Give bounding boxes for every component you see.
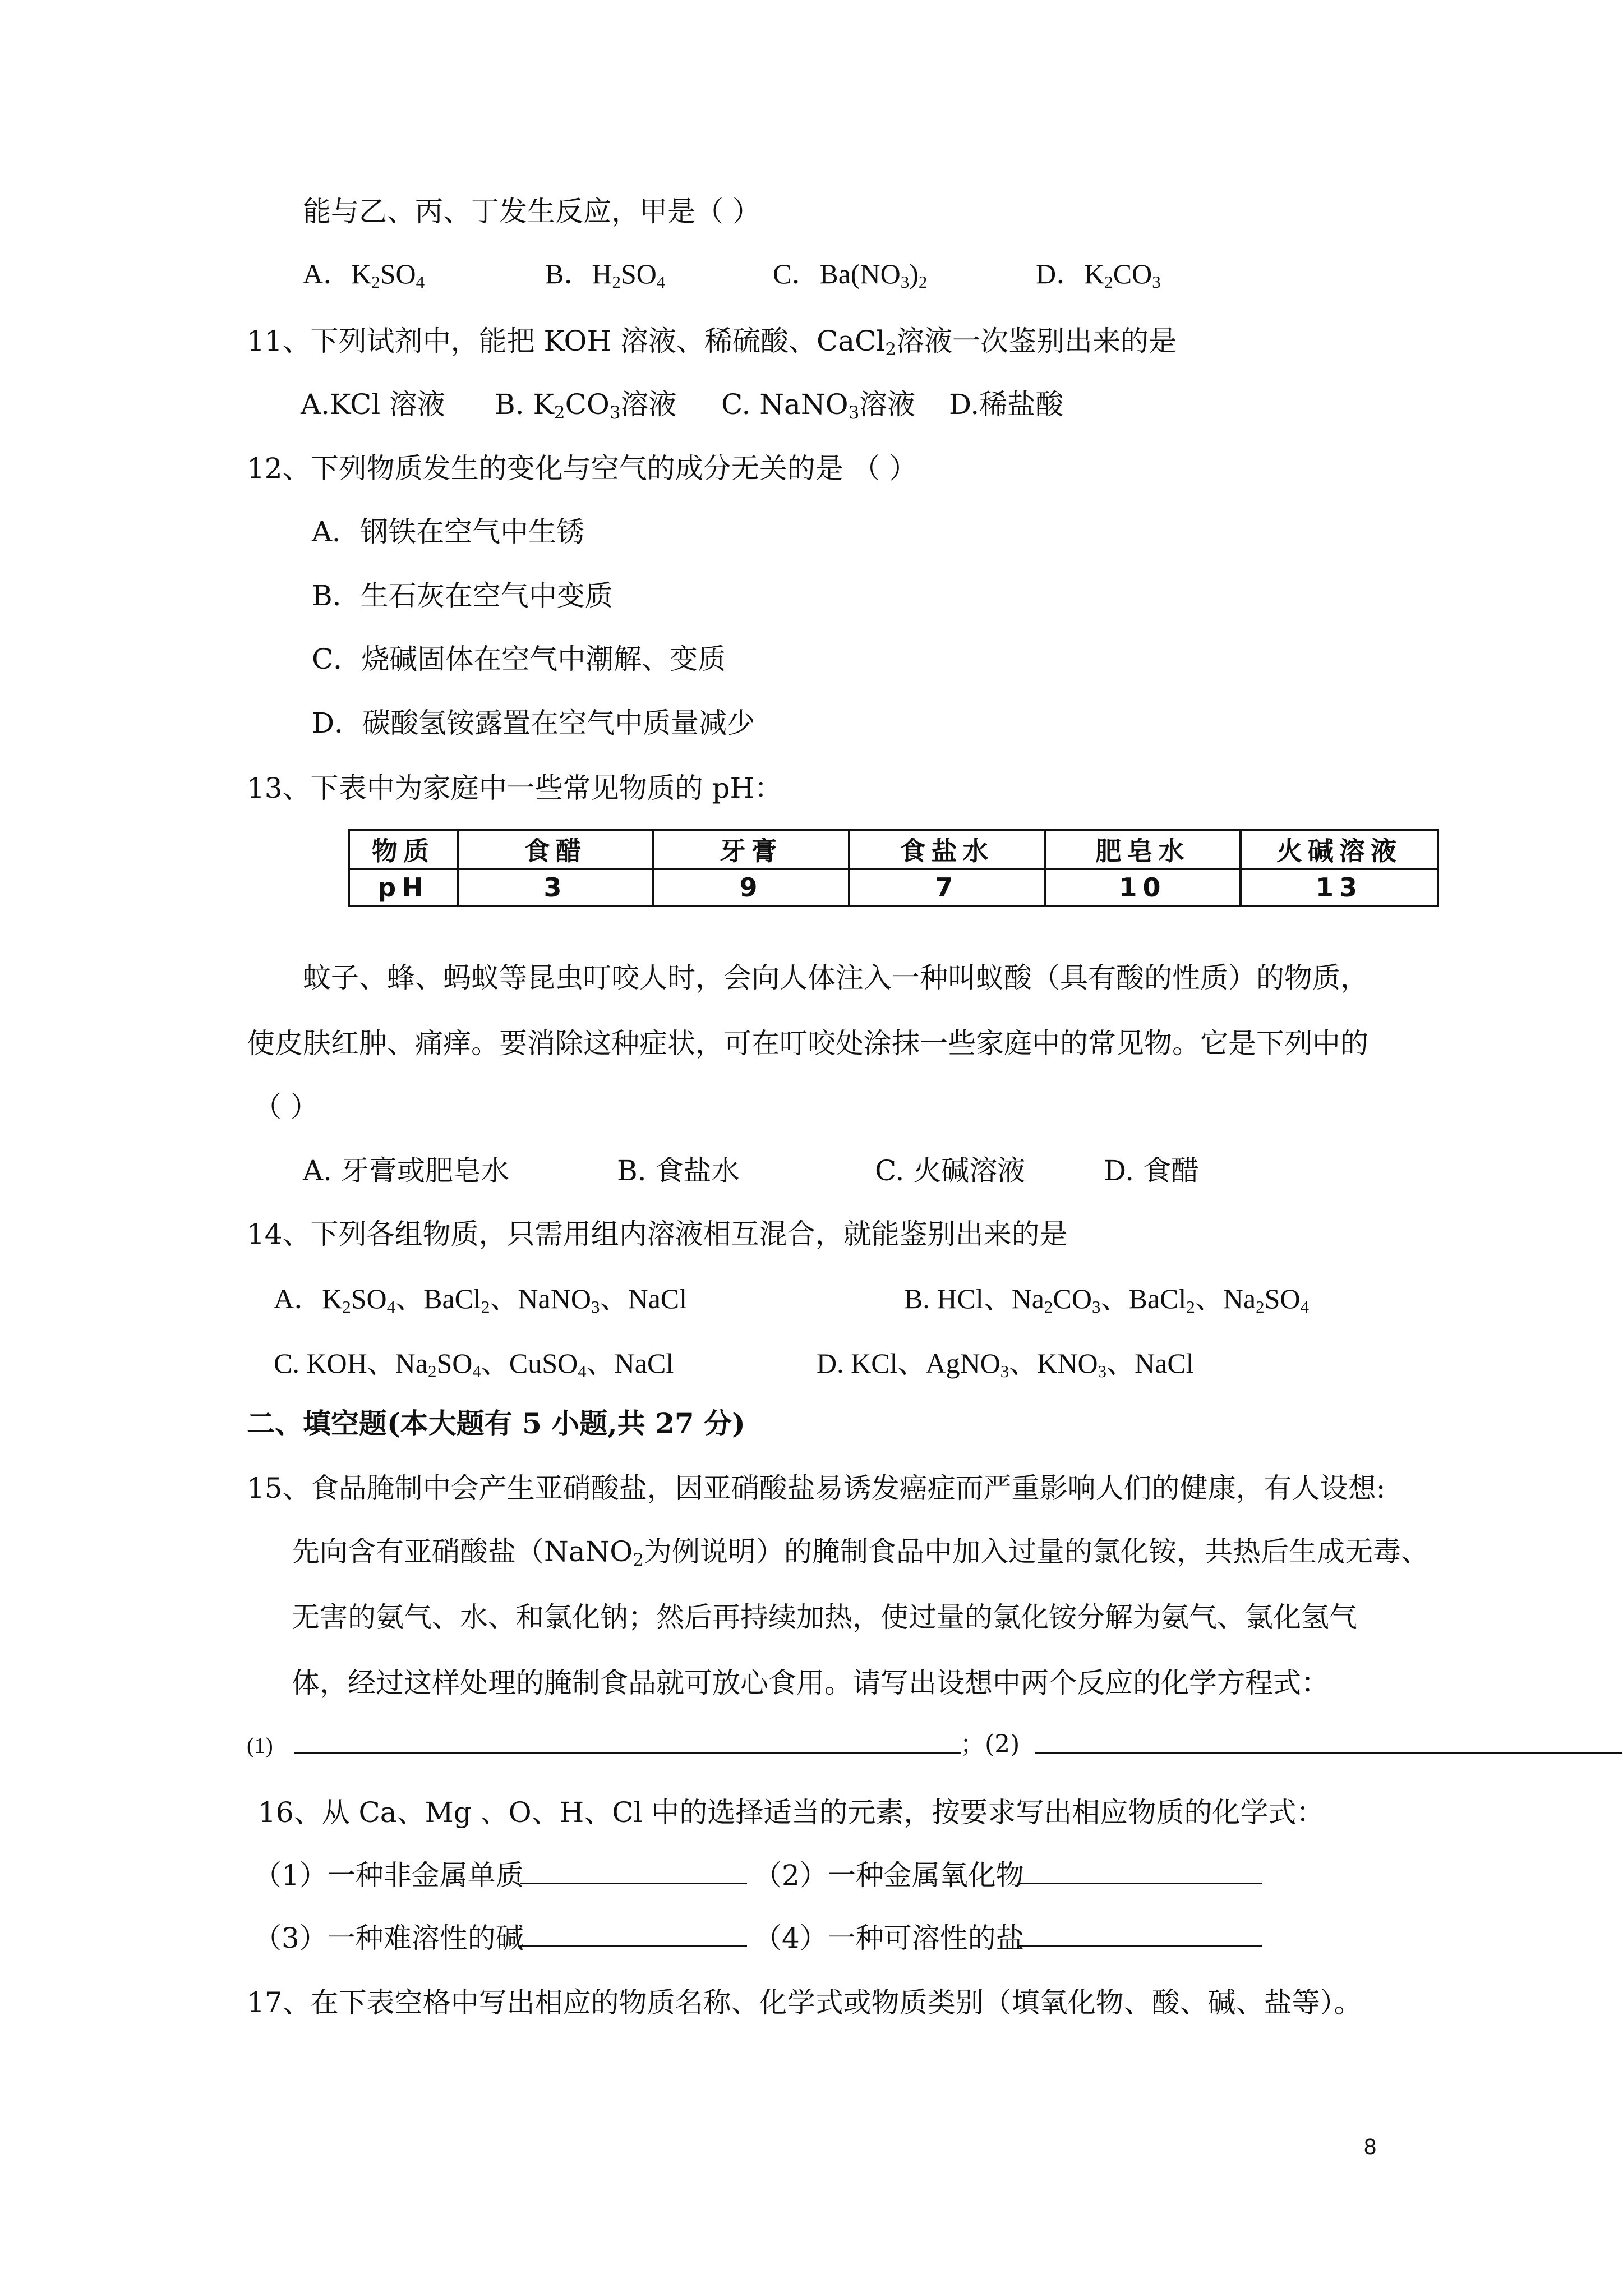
q15-stem-line3: 无害的氨气、水、和氯化钠；然后再持续加热，使过量的氯化铵分解为氨气、氯化氢气 — [292, 1601, 1357, 1634]
q11-stem: 11、下列试剂中，能把 KOH 溶液、稀硫酸、CaCl$_2$溶液一次鉴别出来的是 — [247, 325, 1177, 360]
q12-stem: 12、下列物质发生的变化与空气的成分无关的是 （ ） — [247, 452, 917, 485]
q13-paragraph-line2: 使皮肤红肿、痛痒。要消除这种症状，可在叮咬处涂抹一些家庭中的常见物。它是下列中的 — [247, 1027, 1368, 1060]
table-cell: 火碱溶液 — [1241, 830, 1438, 869]
q14-option-a: A．$K_2SO_4$、BaCl$_2$、NaNO$_3$、NaCl — [274, 1283, 688, 1317]
table-cell: 13 — [1241, 869, 1438, 906]
q13-paragraph-line1: 蚊子、蜂、蚂蚁等昆虫叮咬人时，会向人体注入一种叫蚁酸（具有酸的性质）的物质， — [303, 961, 1368, 994]
q16-item1: （1）一种非金属单质 — [253, 1859, 524, 1892]
q12-option-a: A．钢铁在空气中生锈 — [312, 516, 585, 548]
table-cell: 3 — [458, 869, 653, 906]
q13-option-b: B. 食盐水 — [617, 1154, 740, 1187]
q16-item2: （2）一种金属氧化物 — [754, 1859, 1024, 1892]
q16-answer-blank-3[interactable] — [520, 1945, 747, 1947]
table-cell: pH — [349, 869, 458, 906]
table-row — [349, 830, 1438, 869]
q15-separator: ；(2) — [960, 1730, 1020, 1759]
q14-option-d: D. KCl、AgNO$_3$、$KNO_3$、NaCl — [817, 1347, 1194, 1381]
table-cell: 10 — [1045, 869, 1241, 906]
q13-option-a: A. 牙膏或肥皂水 — [303, 1154, 509, 1187]
q15-answer-blank-1[interactable] — [294, 1752, 961, 1754]
q17-stem: 17、在下表空格中写出相应的物质名称、化学式或物质类别（填氧化物、酸、碱、盐等）。 — [247, 1986, 1362, 2019]
q14-stem: 14、下列各组物质，只需用组内溶液相互混合，就能鉴别出来的是 — [247, 1218, 1068, 1250]
q11-option-b: B. $K_2CO_3$溶液 — [495, 388, 677, 423]
table-cell: 9 — [653, 869, 849, 906]
table-cell: 牙膏 — [653, 830, 849, 869]
q11-option-c: C. NaNO$_3$溶液 — [721, 388, 916, 423]
q10-option-b: B．$H_2SO_4$ — [545, 258, 666, 292]
table-cell: 食盐水 — [849, 830, 1045, 869]
q10-option-a: A．$K_2SO_4$ — [303, 258, 425, 292]
ph-table — [348, 829, 1439, 907]
page-number: 8 — [1364, 2134, 1377, 2159]
table-cell: 肥皂水 — [1045, 830, 1241, 869]
section-heading: 二、填空题(本大题有 5 小题,共 27 分) — [247, 1407, 745, 1440]
q16-answer-blank-4[interactable] — [1017, 1945, 1262, 1947]
q14-option-b: B. HCl、$Na_2CO_3$、BaCl$_2$、$Na_2SO_4$ — [904, 1283, 1309, 1317]
q15-answer-blank-2[interactable] — [1035, 1752, 1622, 1754]
q14-option-c: C. KOH、$Na_2SO_4$、CuSO$_4$、NaCl — [274, 1347, 674, 1381]
q15-stem-line2: 先向含有亚硝酸盐（NaNO$_2$为例说明）的腌制食品中加入过量的氯化铵，共热后生成无毒、 — [292, 1535, 1430, 1570]
table-row — [349, 869, 1438, 906]
q16-stem: 16、从 Ca、Mg 、O、H、Cl 中的选择适当的元素，按要求写出相应物质的化学式： — [258, 1796, 1325, 1829]
table-cell: 7 — [849, 869, 1045, 906]
q13-stem: 13、下表中为家庭中一些常见物质的 pH： — [247, 772, 783, 804]
q15-blank1-label: (1) — [247, 1733, 273, 1758]
q11-option-a: A.KCl 溶液 — [301, 388, 446, 421]
q16-item4: （4）一种可溶性的盐 — [754, 1922, 1024, 1954]
q15-stem-line4: 体，经过这样处理的腌制食品就可放心食用。请写出设想中两个反应的化学方程式： — [292, 1667, 1329, 1699]
q16-answer-blank-2[interactable] — [1017, 1883, 1262, 1884]
q13-option-c: C. 火碱溶液 — [875, 1154, 1026, 1187]
q16-item3: （3）一种难溶性的碱 — [253, 1922, 524, 1954]
table-cell: 食醋 — [458, 830, 653, 869]
table-cell: 物质 — [349, 830, 458, 869]
q10-stem-tail: 能与乙、丙、丁发生反应，甲是（ ） — [303, 195, 760, 228]
q12-option-b: B．生石灰在空气中变质 — [312, 579, 613, 612]
q13-answer-paren: （ ） — [253, 1091, 319, 1123]
q12-option-c: C．烧碱固体在空气中潮解、变质 — [312, 643, 726, 675]
q10-option-d: D．$K_2CO_3$ — [1036, 258, 1161, 292]
q12-option-d: D．碳酸氢铵露置在空气中质量减少 — [312, 707, 755, 739]
q13-option-d: D. 食醋 — [1104, 1154, 1200, 1187]
q15-stem-line1: 15、食品腌制中会产生亚硝酸盐，因亚硝酸盐易诱发癌症而严重影响人们的健康，有人设想: — [247, 1472, 1386, 1504]
q16-answer-blank-1[interactable] — [520, 1883, 747, 1884]
q11-option-d: D.稀盐酸 — [949, 388, 1064, 421]
q10-option-c: C．$Ba(NO_3)_2$ — [773, 258, 928, 292]
